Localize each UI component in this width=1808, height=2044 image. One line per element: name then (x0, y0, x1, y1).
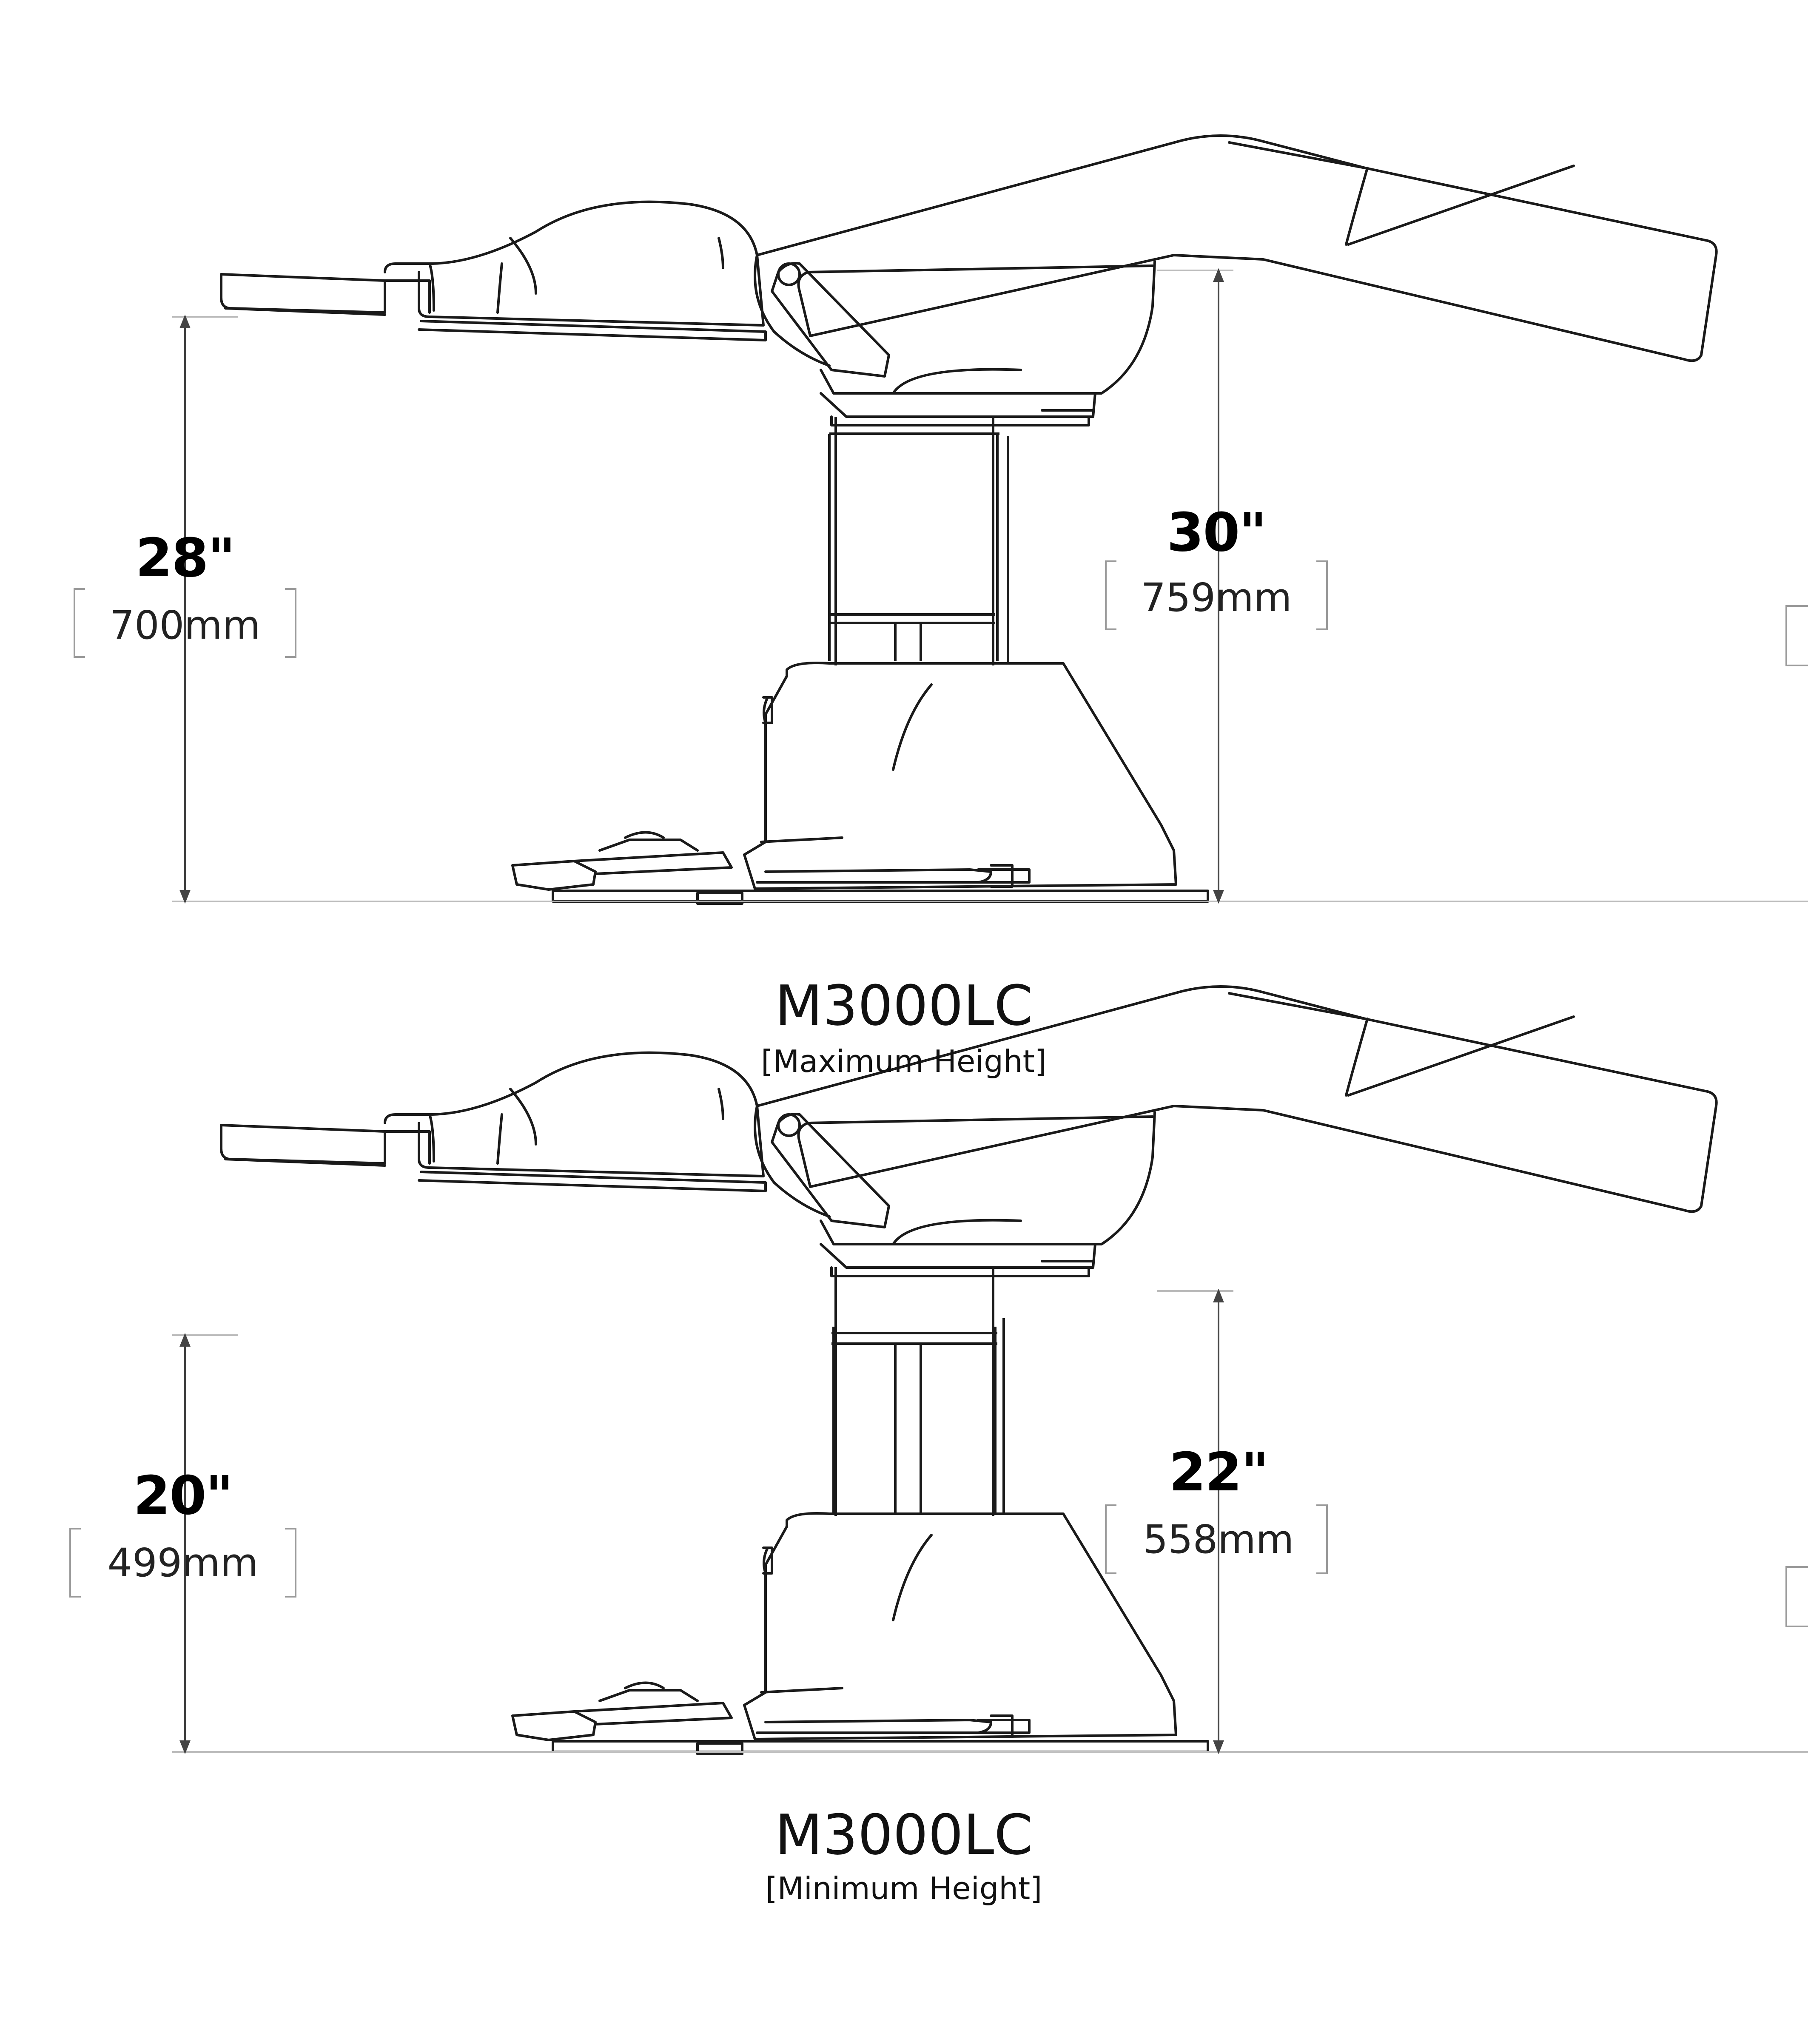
chair-maximum-height (221, 136, 1717, 904)
model-title-min: M3000LC (774, 1802, 1033, 1867)
subtitle-max: [Maximum Height] (761, 1043, 1047, 1079)
dim-right-max-inches: 30" (1167, 502, 1266, 563)
model-title-max: M3000LC (774, 973, 1033, 1038)
subtitle-min: [Minimum Height] (765, 1871, 1042, 1906)
dim-left-max-inches: 28" (135, 527, 235, 589)
dim-left-min-inches: 20" (133, 1465, 233, 1527)
dim-right-min-mm: 558mm (1143, 1517, 1294, 1562)
dim-left-min-mm: 499mm (107, 1540, 259, 1586)
dim-right-max-mm: 759mm (1141, 575, 1292, 620)
dim-right-min-inches: 22" (1169, 1441, 1268, 1503)
dimension-brackets (70, 561, 1808, 1626)
dim-left-max-mm: 700mm (109, 603, 261, 648)
chair-minimum-height (221, 986, 1717, 1754)
